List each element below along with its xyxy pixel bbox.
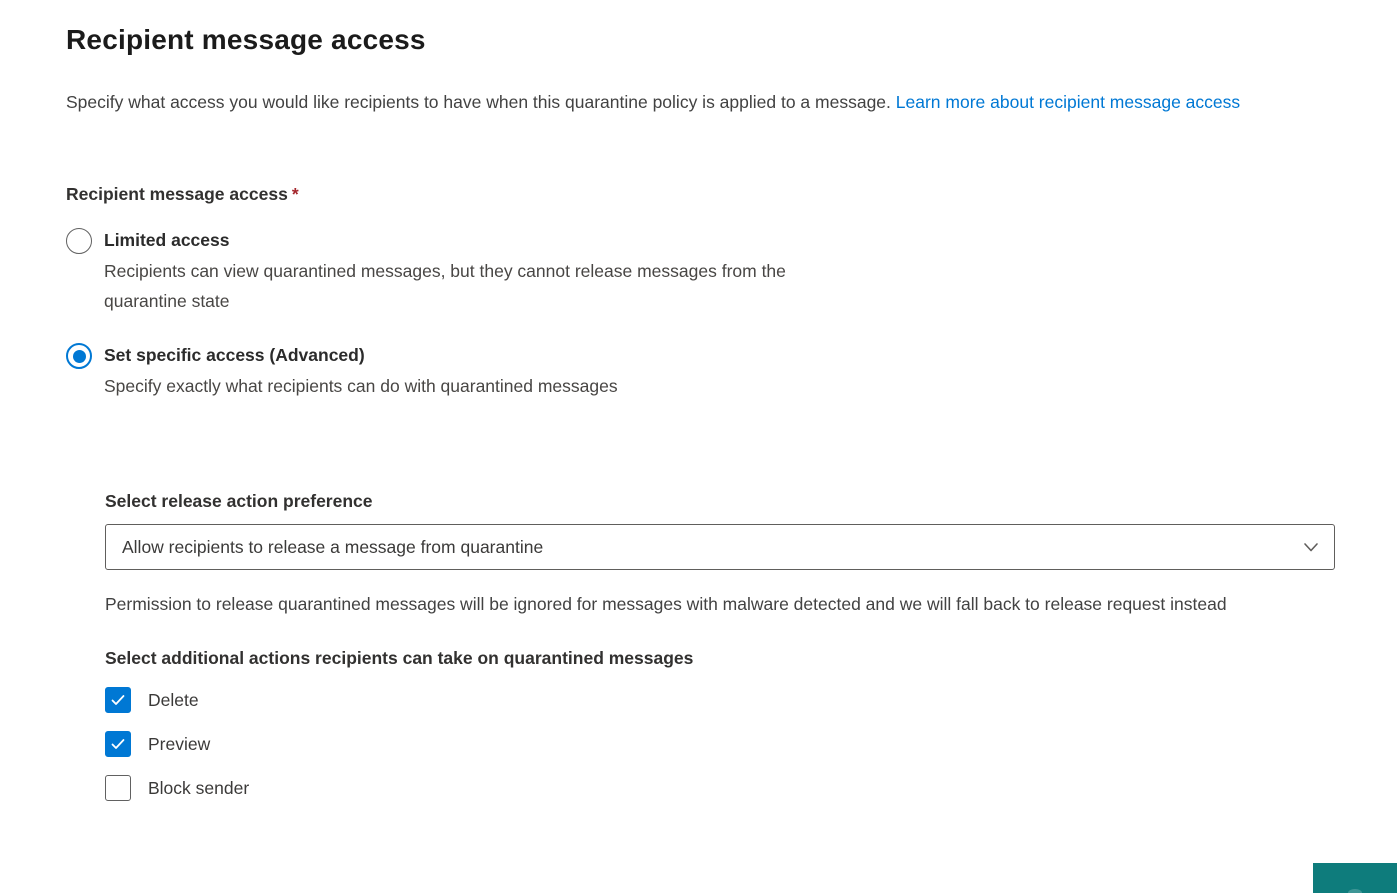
access-field-label-text: Recipient message access — [66, 184, 288, 204]
page-description — [66, 88, 1336, 116]
checkmark-icon — [109, 691, 127, 709]
radio-option-description: Recipients can view quarantined messages, but they cannot release messages from the quarantine state — [104, 261, 786, 311]
checkbox-label: Delete — [148, 689, 199, 710]
checkbox-icon[interactable] — [105, 731, 131, 757]
radio-option-limited-access[interactable] — [66, 227, 1397, 316]
checkbox-icon[interactable] — [105, 687, 131, 713]
release-action-dropdown[interactable] — [105, 524, 1335, 570]
checkbox-row-delete[interactable] — [105, 687, 1397, 713]
radio-option-set-specific-access[interactable] — [66, 342, 1397, 401]
checkbox-icon[interactable] — [105, 775, 131, 801]
chevron-down-icon — [1302, 538, 1320, 556]
radio-option-title: Set specific access (Advanced) — [104, 345, 365, 365]
checkbox-row-preview[interactable] — [105, 731, 1397, 757]
checkbox-label: Preview — [148, 733, 211, 754]
help-widget-button[interactable] — [1313, 863, 1397, 893]
checkbox-row-block-sender[interactable] — [105, 775, 1397, 801]
release-action-selected-value: Allow recipients to release a message from quarantine — [122, 536, 544, 557]
radio-option-title: Limited access — [104, 230, 230, 250]
additional-actions-label: Select additional actions recipients can take on quarantined messages — [105, 648, 694, 668]
page-title: Recipient message access — [66, 24, 426, 55]
radio-button-icon[interactable] — [66, 343, 92, 369]
radio-button-icon[interactable] — [66, 228, 92, 254]
release-action-note: Permission to release quarantined messages will be ignored for messages with malware detected and we will fall back to release request instead — [105, 594, 1227, 614]
learn-more-link[interactable]: Learn more about recipient message access — [895, 92, 1241, 112]
advanced-access-section — [105, 491, 1397, 801]
access-field-label — [66, 184, 1397, 205]
checkbox-label: Block sender — [148, 777, 250, 798]
page-description-text: Specify what access you would like recipients to have when this quarantine policy is applied to a message. — [66, 92, 891, 112]
radio-option-description: Specify exactly what recipients can do with quarantined messages — [104, 376, 618, 396]
checkmark-icon — [109, 735, 127, 753]
release-action-label: Select release action preference — [105, 491, 373, 511]
required-asterisk: * — [291, 184, 299, 204]
additional-actions-group — [105, 687, 1397, 801]
access-radio-group — [66, 227, 1397, 401]
